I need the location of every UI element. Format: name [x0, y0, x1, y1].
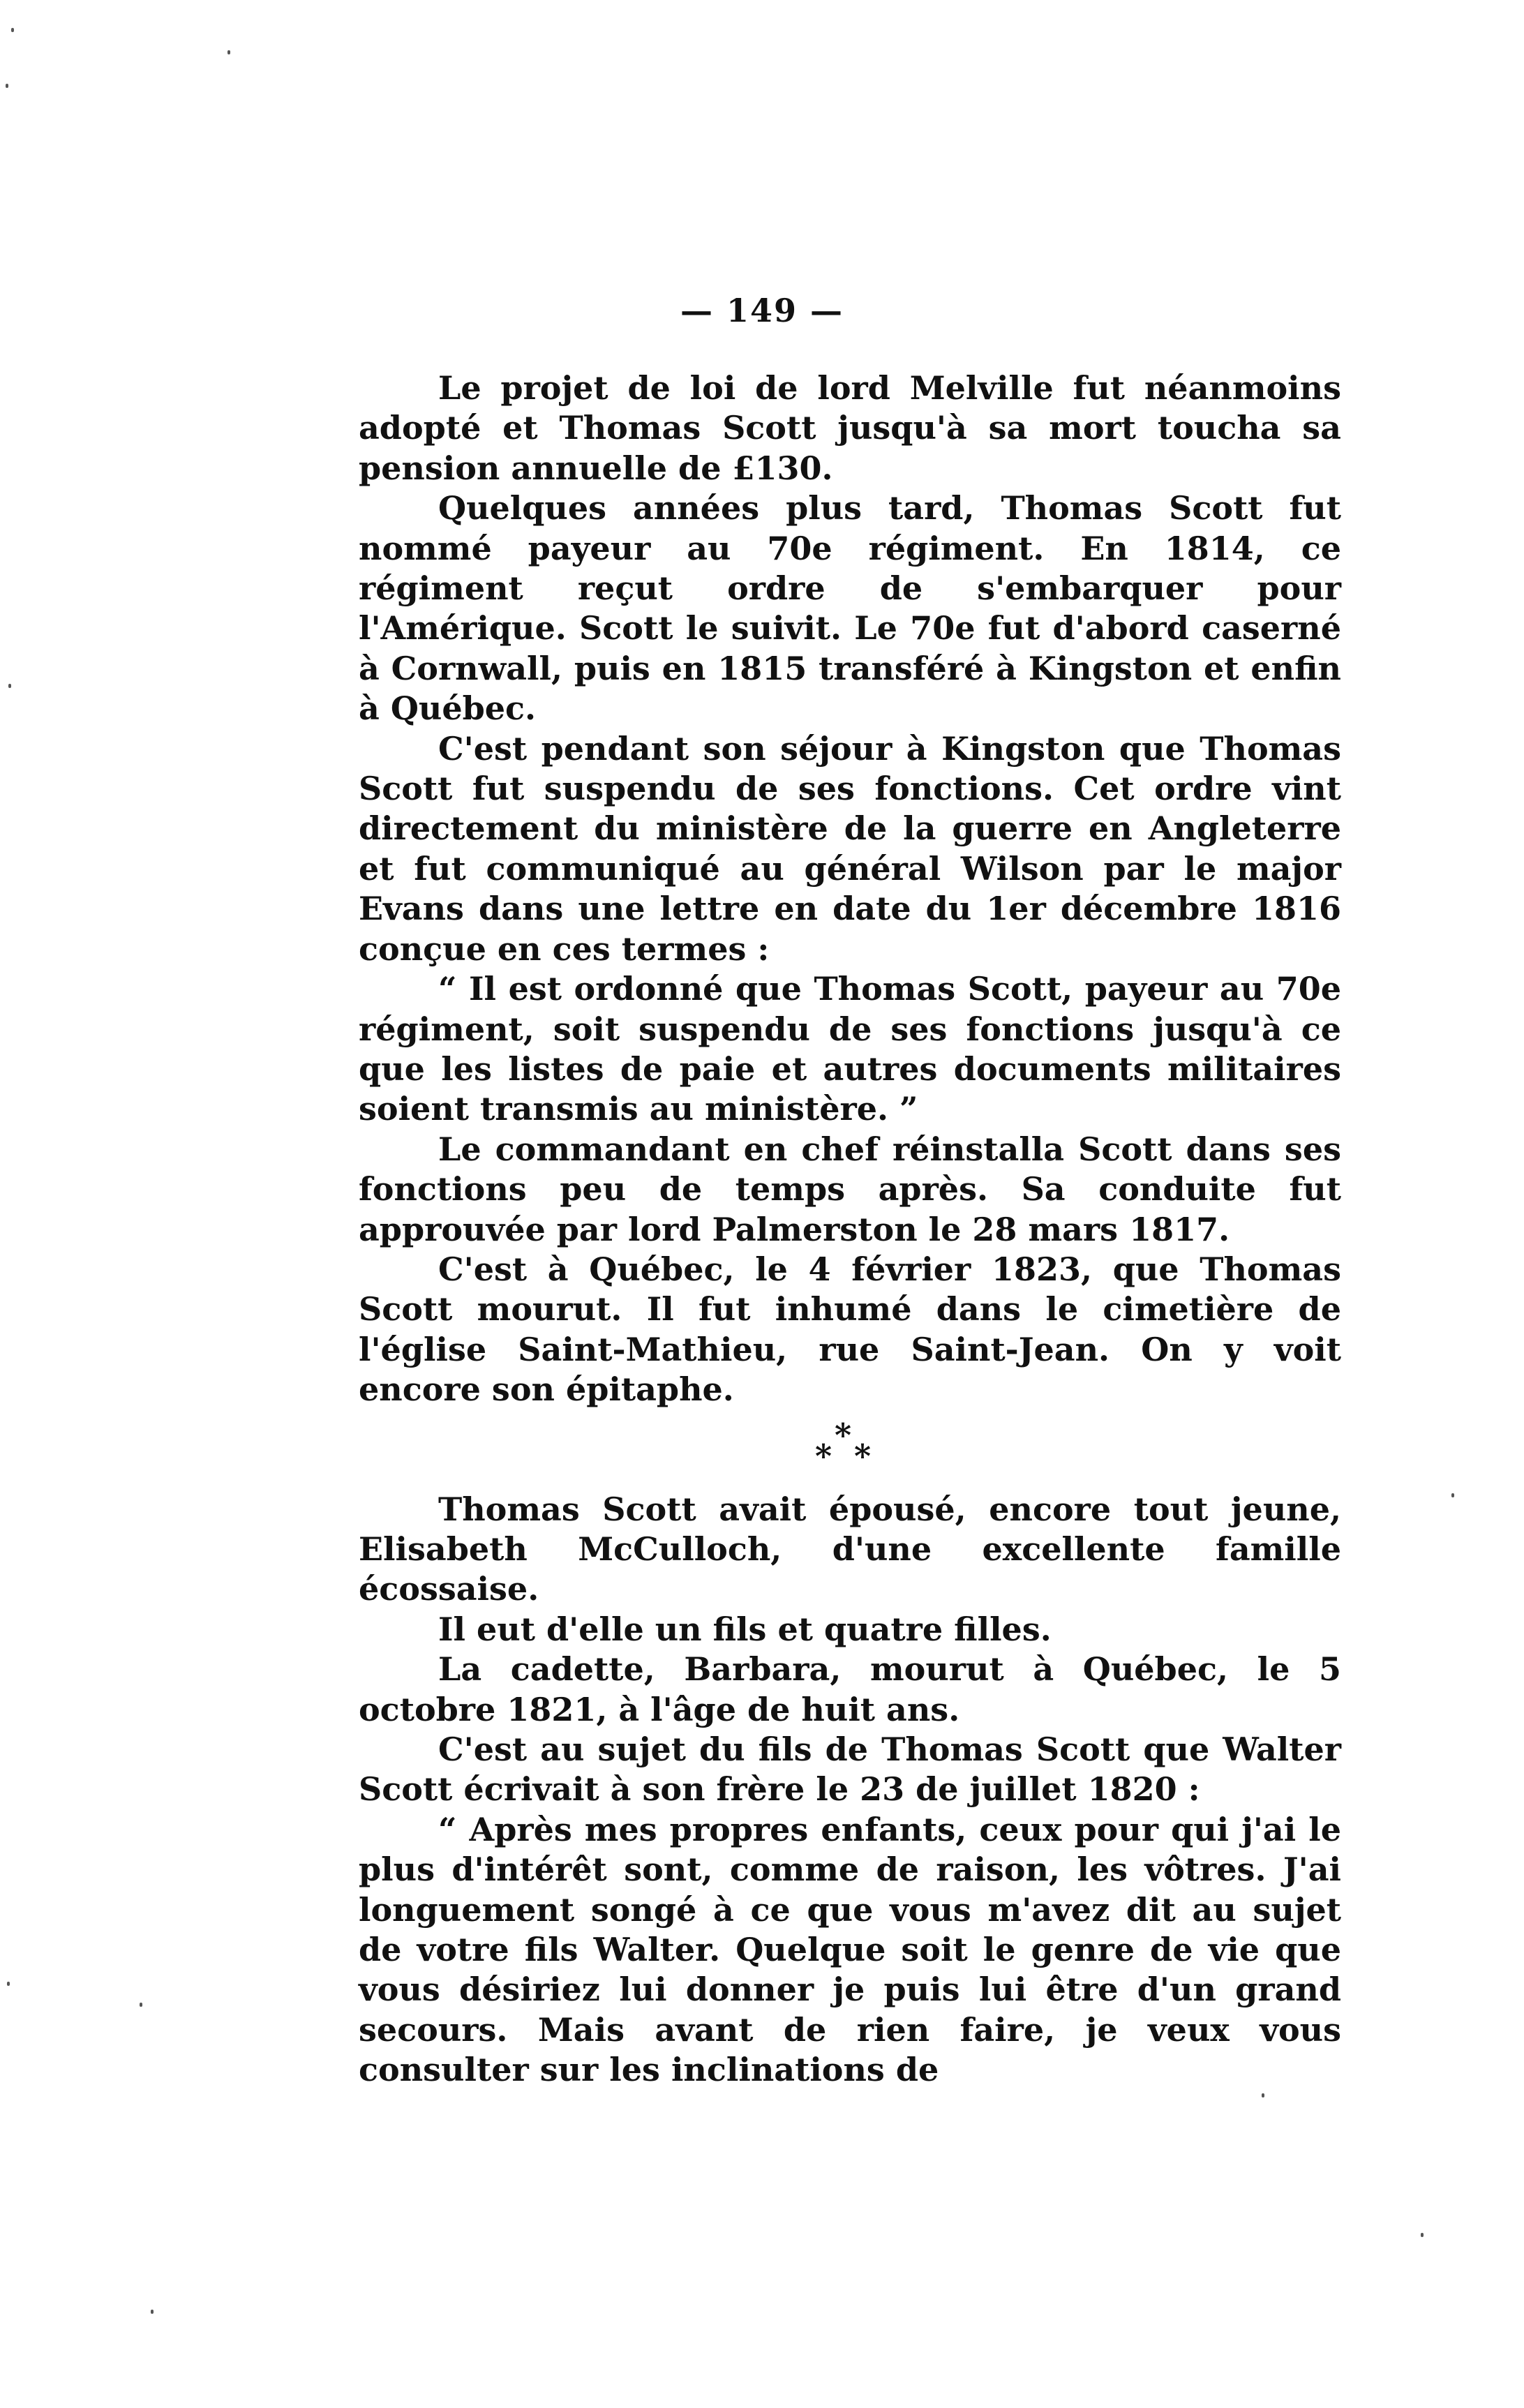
scan-speck	[11, 28, 14, 32]
scan-speck	[227, 50, 230, 54]
paragraph: C'est au sujet du fils de Thomas Scott que Walter Scott écrivait à son frère le 23 de juillet 1820 :	[359, 1730, 1341, 1809]
scan-speck	[1262, 2093, 1264, 2097]
quotation-paragraph: “ Il est ordonné que Thomas Scott, payeur au 70e régiment, soit suspendu de ses fonctions jusqu'à ce que les listes de paie et autres documents militaires soient transmis au ministère. ”	[359, 970, 1341, 1128]
scan-speck	[151, 2310, 154, 2314]
scan-speck	[140, 2003, 142, 2007]
paragraph: Quelques années plus tard, Thomas Scott fut nommé payeur au 70e régiment. En 1814, ce régiment reçut ordre de s'embarquer pour l'Amérique. Scott le suivit. Le 70e fut d'abord caserné à Cornwall, puis en 1815 transféré à Kingston et enfin à Québec.	[359, 489, 1341, 728]
scan-speck	[1421, 2233, 1424, 2237]
asterism-star-right: *	[854, 1437, 872, 1475]
quotation-paragraph: “ Après mes propres enfants, ceux pour qui j'ai le plus d'intérêt sont, comme de raison, les vôtres. J'ai longuement songé à ce que vous m'avez dit au sujet de votre fils Walter. Quelque soit le genre de vie que vous désiriez lui donner je puis lui être d'un grand secours. Mais avant de rien faire, je veux vous consulter sur les inclinations de	[359, 1810, 1341, 2089]
paragraph: La cadette, Barbara, mourut à Québec, le 5 octobre 1821, à l'âge de huit ans.	[359, 1650, 1341, 1728]
paragraph: C'est à Québec, le 4 février 1823, que Thomas Scott mourut. Il fut inhumé dans le cimetière de l'église Saint-Mathieu, rue Saint-Jean. On y voit encore son épitaphe.	[359, 1250, 1341, 1409]
page-body	[359, 368, 1341, 2091]
paragraph: Le commandant en chef réinstalla Scott dans ses fonctions peu de temps après. Sa conduite fut approuvée par lord Palmerston le 28 mars 1817.	[359, 1130, 1341, 1248]
asterism-star-top: *	[835, 1416, 852, 1454]
scan-speck	[1451, 1493, 1454, 1497]
page-number: — 149 —	[680, 292, 844, 329]
asterism-star-left: *	[815, 1437, 832, 1475]
paragraph: Thomas Scott avait épousé, encore tout jeune, Elisabeth McCulloch, d'une excellente famille écossaise.	[359, 1490, 1341, 1608]
paragraph: Il eut d'elle un fils et quatre filles.	[438, 1610, 1052, 1648]
scan-speck	[6, 84, 8, 88]
section-break-asterism	[359, 1410, 1341, 1490]
paragraph: C'est pendant son séjour à Kingston que Thomas Scott fut suspendu de ses fonctions. Cet ordre vint directement du ministère de la guerre en Angleterre et fut communiqué au général Wilson par le major Evans dans une lettre en date du 1er décembre 1816 conçue en ces termes :	[359, 729, 1341, 968]
scan-speck	[7, 1982, 10, 1986]
paragraph: Le projet de loi de lord Melville fut néanmoins adopté et Thomas Scott jusqu'à sa mort toucha sa pension annuelle de £130.	[359, 369, 1341, 487]
scan-speck	[8, 684, 11, 688]
